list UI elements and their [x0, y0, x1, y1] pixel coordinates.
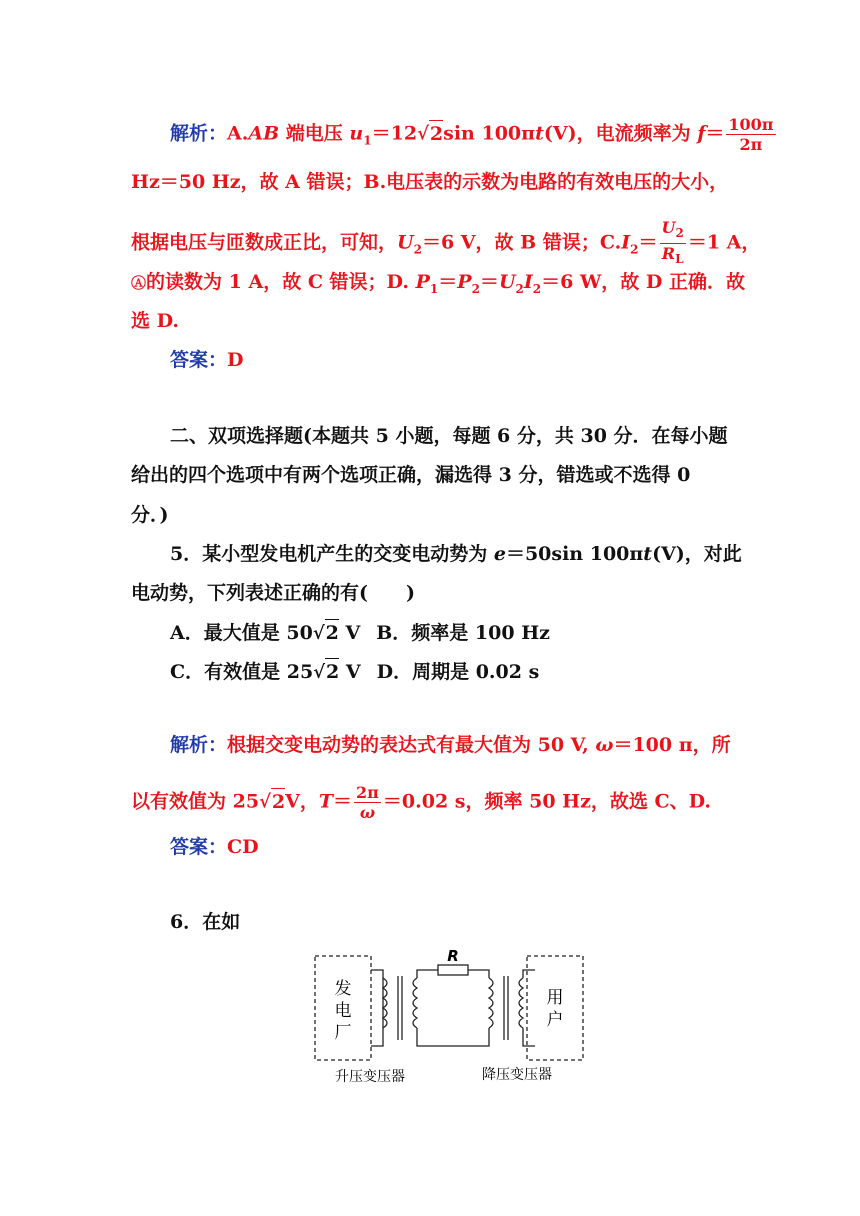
- q4-analysis-line5: 选 D.: [131, 310, 180, 332]
- fraction: $\frac{2\pi}{\omega}$: [356, 783, 379, 822]
- coil-icon: [519, 978, 523, 1028]
- analysis-label: 解析：: [170, 734, 228, 756]
- q5-options-ab: [170, 619, 550, 647]
- svg-text:电: 电: [334, 1001, 352, 1021]
- option-b: B．频率是 100 Hz: [376, 622, 550, 644]
- option-a: A．最大值是 50√2 V: [170, 622, 360, 644]
- option-d: D．周期是 0.02 s: [376, 661, 540, 683]
- user-box: [527, 956, 583, 1060]
- q4-answer: 答案：D: [170, 349, 244, 371]
- fraction: $\frac{100\pi}{2\pi}$: [728, 115, 774, 154]
- q5-answer: 答案：CD: [170, 836, 259, 858]
- fraction: $\frac{U_2}{R_L}$: [661, 218, 684, 267]
- section2-line1: 二、双项选择题(本题共 5 小题，每题 6 分，共 30 分．在每小题: [170, 425, 728, 447]
- svg-text:户: 户: [546, 1010, 564, 1030]
- q4-analysis-line2: Hz＝50 Hz，故 A 错误；B.电压表的示数为电路的有效电压的大小，: [131, 171, 729, 193]
- q5-analysis-line1: 解析：根据交变电动势的表达式有最大值为 50 V, ω＝100 π，所: [170, 734, 731, 756]
- q5-stem-line1: 5．某小型发电机产生的交变电动势为 e＝50sin 100πt(V)，对此: [170, 543, 742, 565]
- section2-line2: 给出的四个选项中有两个选项正确，漏选得 3 分，错选或不选得 0: [131, 464, 691, 486]
- resistor-label: R: [447, 948, 459, 965]
- ammeter-symbol: Ⓐ: [131, 274, 147, 292]
- step-down-label: 降压变压器: [482, 1067, 552, 1083]
- generator-label: 发: [334, 979, 352, 999]
- resistor-icon: [438, 965, 468, 975]
- svg-text:厂: 厂: [334, 1023, 352, 1043]
- q4-analysis-line1: 解析：A.AB 端电压 $u_1=12√2\sin$ 100πt(V)，电流频率为 f＝ $\frac{100\pi}{2\pi}$: [170, 115, 774, 154]
- coil-icon: [489, 978, 493, 1028]
- q5-stem-line2: 电动势，下列表述正确的有( ): [131, 582, 415, 604]
- coil-icon: [413, 978, 417, 1028]
- user-label: 用: [546, 988, 564, 1008]
- option-c: C．有效值是 25√2 V: [170, 661, 361, 683]
- step-up-label: 升压变压器: [335, 1069, 405, 1085]
- section2-line3: 分．): [131, 504, 169, 526]
- power-transmission-diagram: [305, 948, 590, 1088]
- analysis-label: 解析：: [170, 122, 228, 145]
- q5-options-cd: [170, 658, 539, 686]
- q6-stem: 6．在如: [170, 911, 241, 933]
- q4-analysis-line3: 根据电压与匝数成正比，可知，$U_2=6$ V，故 B 错误；$C.I_2=$ $\frac{U_2}{R_L}$ ＝1 A，: [131, 218, 760, 269]
- q4-analysis-line4: Ⓐ的读数为 1 A，故 C 错误；D. $P_1=P_2=U_2I_2=6$ W，故 D 正确．故: [131, 271, 746, 296]
- q5-analysis-line2: 以有效值为 25√2V，T＝ $\frac{2\pi}{\omega}$ ＝0.02 s，频率 50 Hz，故选 C、D.: [131, 783, 712, 822]
